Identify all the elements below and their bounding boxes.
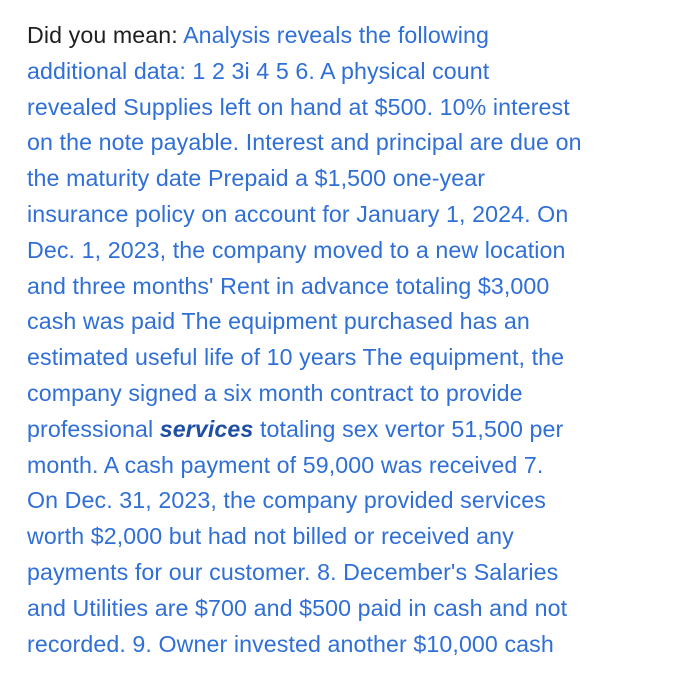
suggestion-line-3[interactable]: revealed Supplies left on hand at $500. 10% interest <box>27 93 570 120</box>
suggestion-line-15[interactable]: worth $2,000 but had not billed or received any <box>27 523 514 550</box>
suggestion-line-18[interactable]: recorded. 9. Owner invested another $10,000 cash <box>27 630 554 657</box>
did-you-mean-suggestion[interactable] <box>27 18 679 662</box>
suggestion-text[interactable]: Analysis reveals the following <box>183 22 489 48</box>
suggestion-line-16[interactable]: payments for our customer. 8. December's Salaries <box>27 558 559 585</box>
did-you-mean-label: Did you mean: <box>27 22 178 48</box>
emphasized-term[interactable]: services <box>159 415 254 442</box>
suggestion-line-4[interactable]: on the note payable. Interest and principal are due on <box>27 129 582 156</box>
suggestion-line-14[interactable]: On Dec. 31, 2023, the company provided services <box>27 487 546 514</box>
line-12-start[interactable]: professional <box>27 415 154 442</box>
line-12-end[interactable]: totaling sex vertor 51,500 per <box>259 415 564 442</box>
suggestion-line-9[interactable]: cash was paid The equipment purchased has an <box>27 308 530 335</box>
suggestion-line-6[interactable]: insurance policy on account for January 1, 2024. On <box>27 200 569 227</box>
suggestion-line-13[interactable]: month. A cash payment of 59,000 was received 7. <box>27 451 544 478</box>
suggestion-line-12[interactable] <box>27 412 679 448</box>
suggestion-line-5[interactable]: the maturity date Prepaid a $1,500 one-year <box>27 165 486 192</box>
suggestion-line-7[interactable]: Dec. 1, 2023, the company moved to a new location <box>27 236 566 263</box>
suggestion-line-2[interactable]: additional data: 1 2 3i 4 5 6. A physical count <box>27 57 490 84</box>
suggestion-line-11[interactable]: company signed a six month contract to provide <box>27 379 523 406</box>
suggestion-line-8[interactable]: and three months' Rent in advance totaling $3,000 <box>27 272 550 299</box>
suggestion-line-1[interactable] <box>27 18 679 54</box>
suggestion-line-10[interactable]: estimated useful life of 10 years The equipment, the <box>27 344 565 371</box>
suggestion-line-17[interactable]: and Utilities are $700 and $500 paid in cash and not <box>27 594 568 621</box>
